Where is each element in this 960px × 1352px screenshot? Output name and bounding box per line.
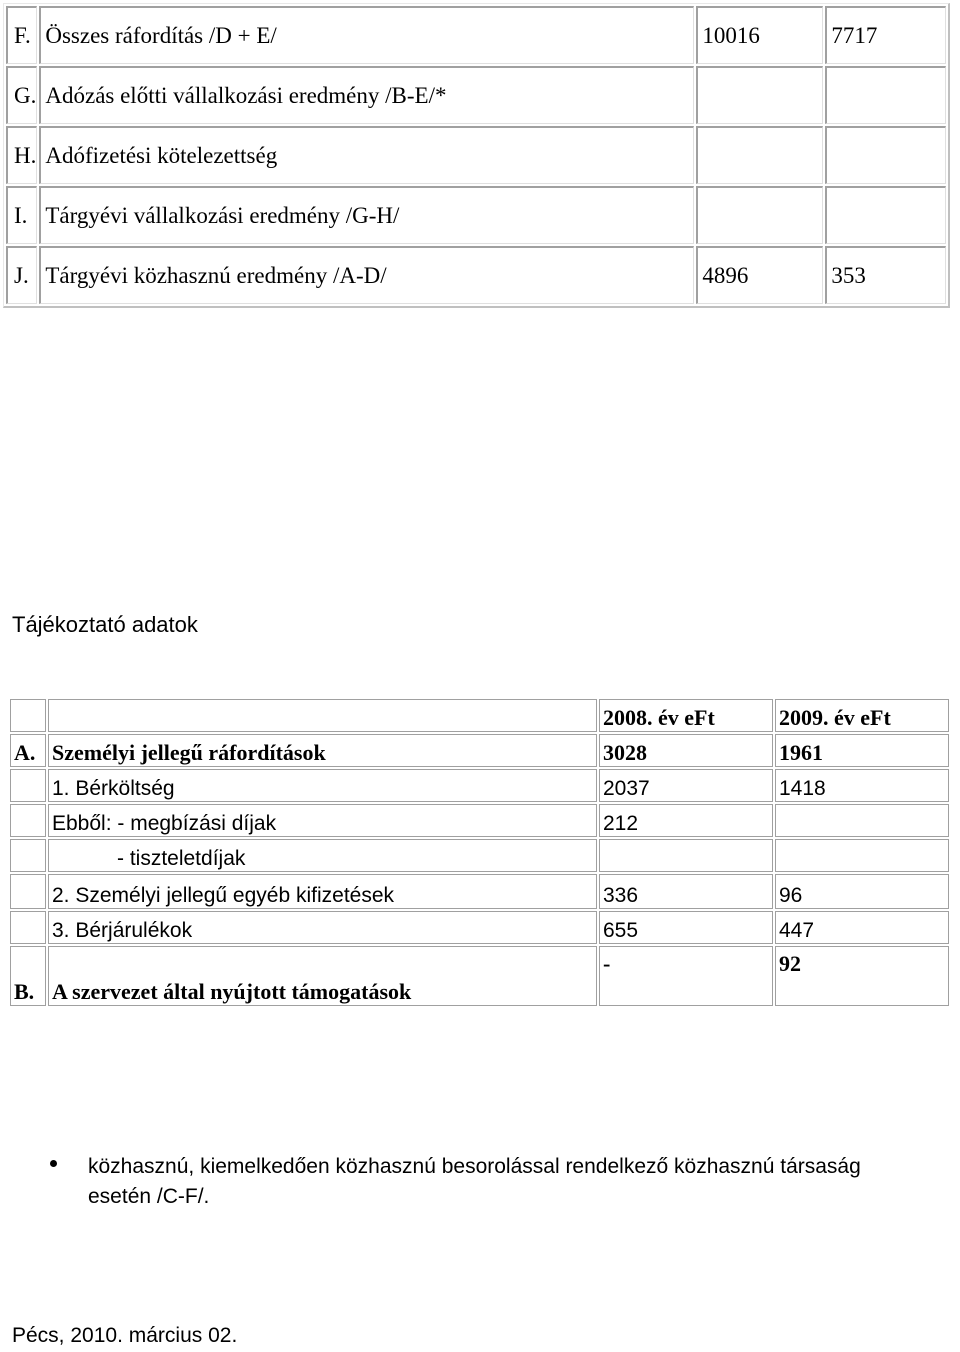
value-2009: 7717 [825, 6, 946, 64]
bullet-icon [50, 1160, 57, 1167]
row-letter: B. [10, 946, 46, 1006]
table-row [6, 186, 946, 244]
row-label: Ebből: - megbízási díjak [48, 804, 597, 837]
summary-table [3, 3, 950, 308]
row-letter: H. [6, 126, 37, 184]
row-label: 3. Bérjárulékok [48, 911, 597, 944]
section-title: Tájékoztató adatok [12, 612, 198, 637]
value-2009 [825, 126, 946, 184]
row-label: A szervezet által nyújtott támogatások [48, 946, 597, 1006]
row-label: Tárgyévi közhasznú eredmény /A-D/ [39, 246, 694, 304]
value-2009 [825, 66, 946, 124]
row-label: Összes ráfordítás /D + E/ [39, 6, 694, 64]
value-2009: 1961 [775, 734, 949, 767]
header-2009: 2009. év eFt [775, 699, 949, 732]
info-table [8, 697, 951, 1008]
row-letter [10, 769, 46, 802]
value-2008 [696, 126, 823, 184]
row-label: 2. Személyi jellegű egyéb kifizetések [48, 874, 597, 909]
row-letter: A. [10, 734, 46, 767]
empty-cell [48, 699, 597, 732]
table-row [6, 66, 946, 124]
value-2009: 353 [825, 246, 946, 304]
header-2008: 2008. év eFt [599, 699, 773, 732]
table-row [10, 911, 949, 944]
row-label: Tárgyévi vállalkozási eredmény /G-H/ [39, 186, 694, 244]
value-2009: 1418 [775, 769, 949, 802]
row-letter [10, 911, 46, 944]
value-2008: 655 [599, 911, 773, 944]
value-2008 [696, 186, 823, 244]
row-letter [10, 804, 46, 837]
value-2009: 92 [775, 946, 949, 1006]
row-letter [10, 874, 46, 909]
value-2008: 2037 [599, 769, 773, 802]
value-2008 [599, 839, 773, 872]
value-2008: 3028 [599, 734, 773, 767]
footnote: közhasznú, kiemelkedően közhasznú besorolással rendelkező közhasznú társaság esetén /C-F/. [88, 1155, 861, 1208]
value-2008: 212 [599, 804, 773, 837]
row-letter: J. [6, 246, 37, 304]
place-date: Pécs, 2010. március 02. [12, 1324, 238, 1347]
row-label: Adózás előtti vállalkozási eredmény /B-E/* [39, 66, 694, 124]
table-header-row [10, 699, 949, 732]
value-2008: 4896 [696, 246, 823, 304]
row-label: - tiszteletdíjak [48, 839, 597, 872]
value-2009: 447 [775, 911, 949, 944]
row-letter: G. [6, 66, 37, 124]
row-label: 1. Bérköltség [48, 769, 597, 802]
row-letter: I. [6, 186, 37, 244]
row-letter: F. [6, 6, 37, 64]
table-row [10, 734, 949, 767]
table-row [10, 839, 949, 872]
value-2008 [696, 66, 823, 124]
value-2009 [825, 186, 946, 244]
table-row [10, 946, 949, 1006]
value-2008: 10016 [696, 6, 823, 64]
table-row [10, 769, 949, 802]
table-row [10, 804, 949, 837]
value-2008: 336 [599, 874, 773, 909]
value-2008: - [599, 946, 773, 1006]
row-label: Személyi jellegű ráfordítások [48, 734, 597, 767]
row-letter [10, 839, 46, 872]
value-2009 [775, 839, 949, 872]
value-2009 [775, 804, 949, 837]
value-2009: 96 [775, 874, 949, 909]
table-row [10, 874, 949, 909]
table-row [6, 246, 946, 304]
table-row [6, 6, 946, 64]
table-row [6, 126, 946, 184]
empty-cell [10, 699, 46, 732]
row-label: Adófizetési kötelezettség [39, 126, 694, 184]
